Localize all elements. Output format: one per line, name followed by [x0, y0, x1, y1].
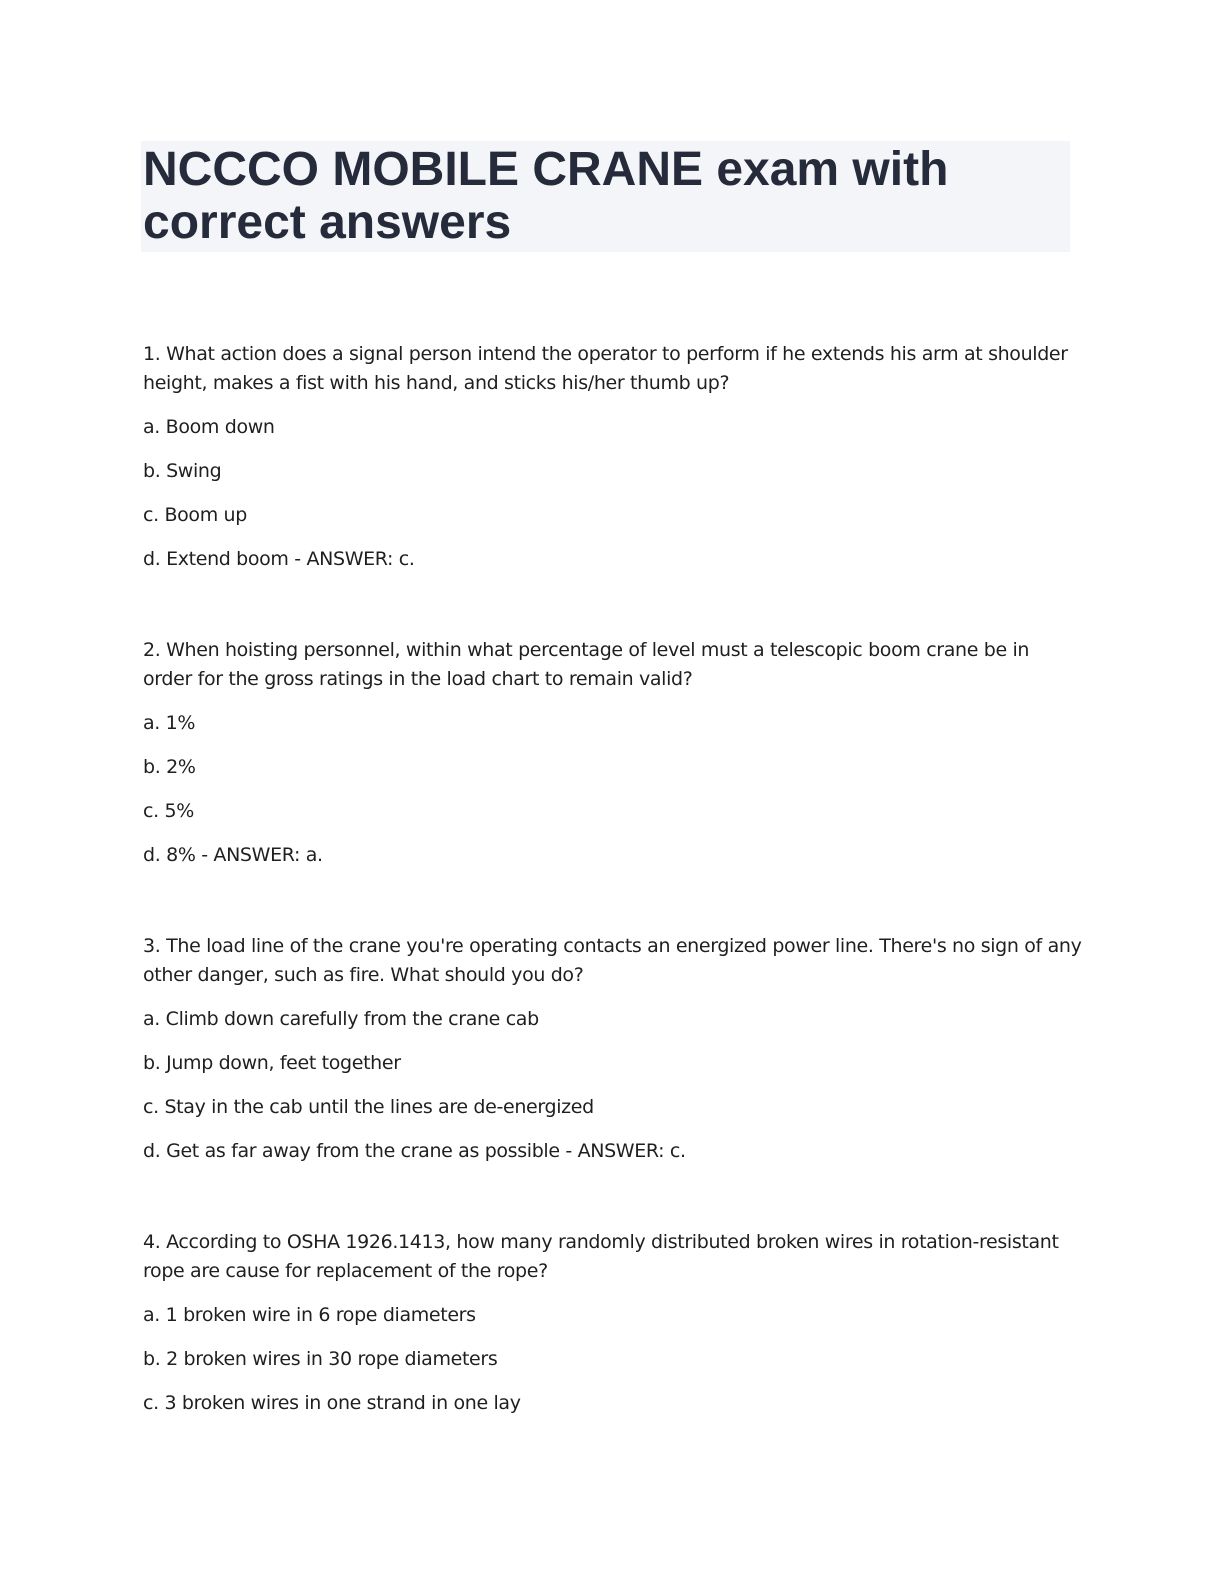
answer-option: a. 1 broken wire in 6 rope diameters — [143, 1304, 476, 1326]
answer-option: a. Boom down — [143, 416, 275, 438]
question-1 — [143, 340, 1083, 574]
answer-option: b. 2% — [143, 756, 196, 778]
question-text: 2. When hoisting personnel, within what percentage of level must a telescopic boom crane be in order for the gross ratings in the load chart to remain valid? — [143, 639, 1030, 690]
answer-option: c. 5% — [143, 800, 194, 822]
answer-option-with-answer: d. Get as far away from the crane as possible - ANSWER: c. — [143, 1140, 686, 1162]
answer-option: c. 3 broken wires in one strand in one lay — [143, 1392, 521, 1414]
question-4 — [143, 1228, 1083, 1418]
question-2 — [143, 636, 1083, 870]
answer-option-with-answer: d. 8% - ANSWER: a. — [143, 844, 323, 866]
answer-option-with-answer: d. Extend boom - ANSWER: c. — [143, 548, 415, 570]
question-text: 1. What action does a signal person intend the operator to perform if he extends his arm at shoulder height, makes a fist with his hand, and sticks his/her thumb up? — [143, 343, 1068, 394]
question-3 — [143, 932, 1083, 1166]
answer-option: b. Swing — [143, 460, 222, 482]
answer-option: b. 2 broken wires in 30 rope diameters — [143, 1348, 498, 1370]
answer-option: c. Stay in the cab until the lines are de-energized — [143, 1096, 594, 1118]
document-title: NCCCO MOBILE CRANE exam with correct answers — [143, 143, 949, 249]
answer-option: a. Climb down carefully from the crane cab — [143, 1008, 539, 1030]
answer-option: c. Boom up — [143, 504, 247, 526]
question-text: 3. The load line of the crane you're operating contacts an energized power line. There's no sign of any other danger, such as fire. What should you do? — [143, 935, 1082, 986]
question-text: 4. According to OSHA 1926.1413, how many randomly distributed broken wires in rotation-resistant rope are cause for replacement of the rope? — [143, 1231, 1059, 1282]
answer-option: b. Jump down, feet together — [143, 1052, 401, 1074]
answer-option: a. 1% — [143, 712, 196, 734]
